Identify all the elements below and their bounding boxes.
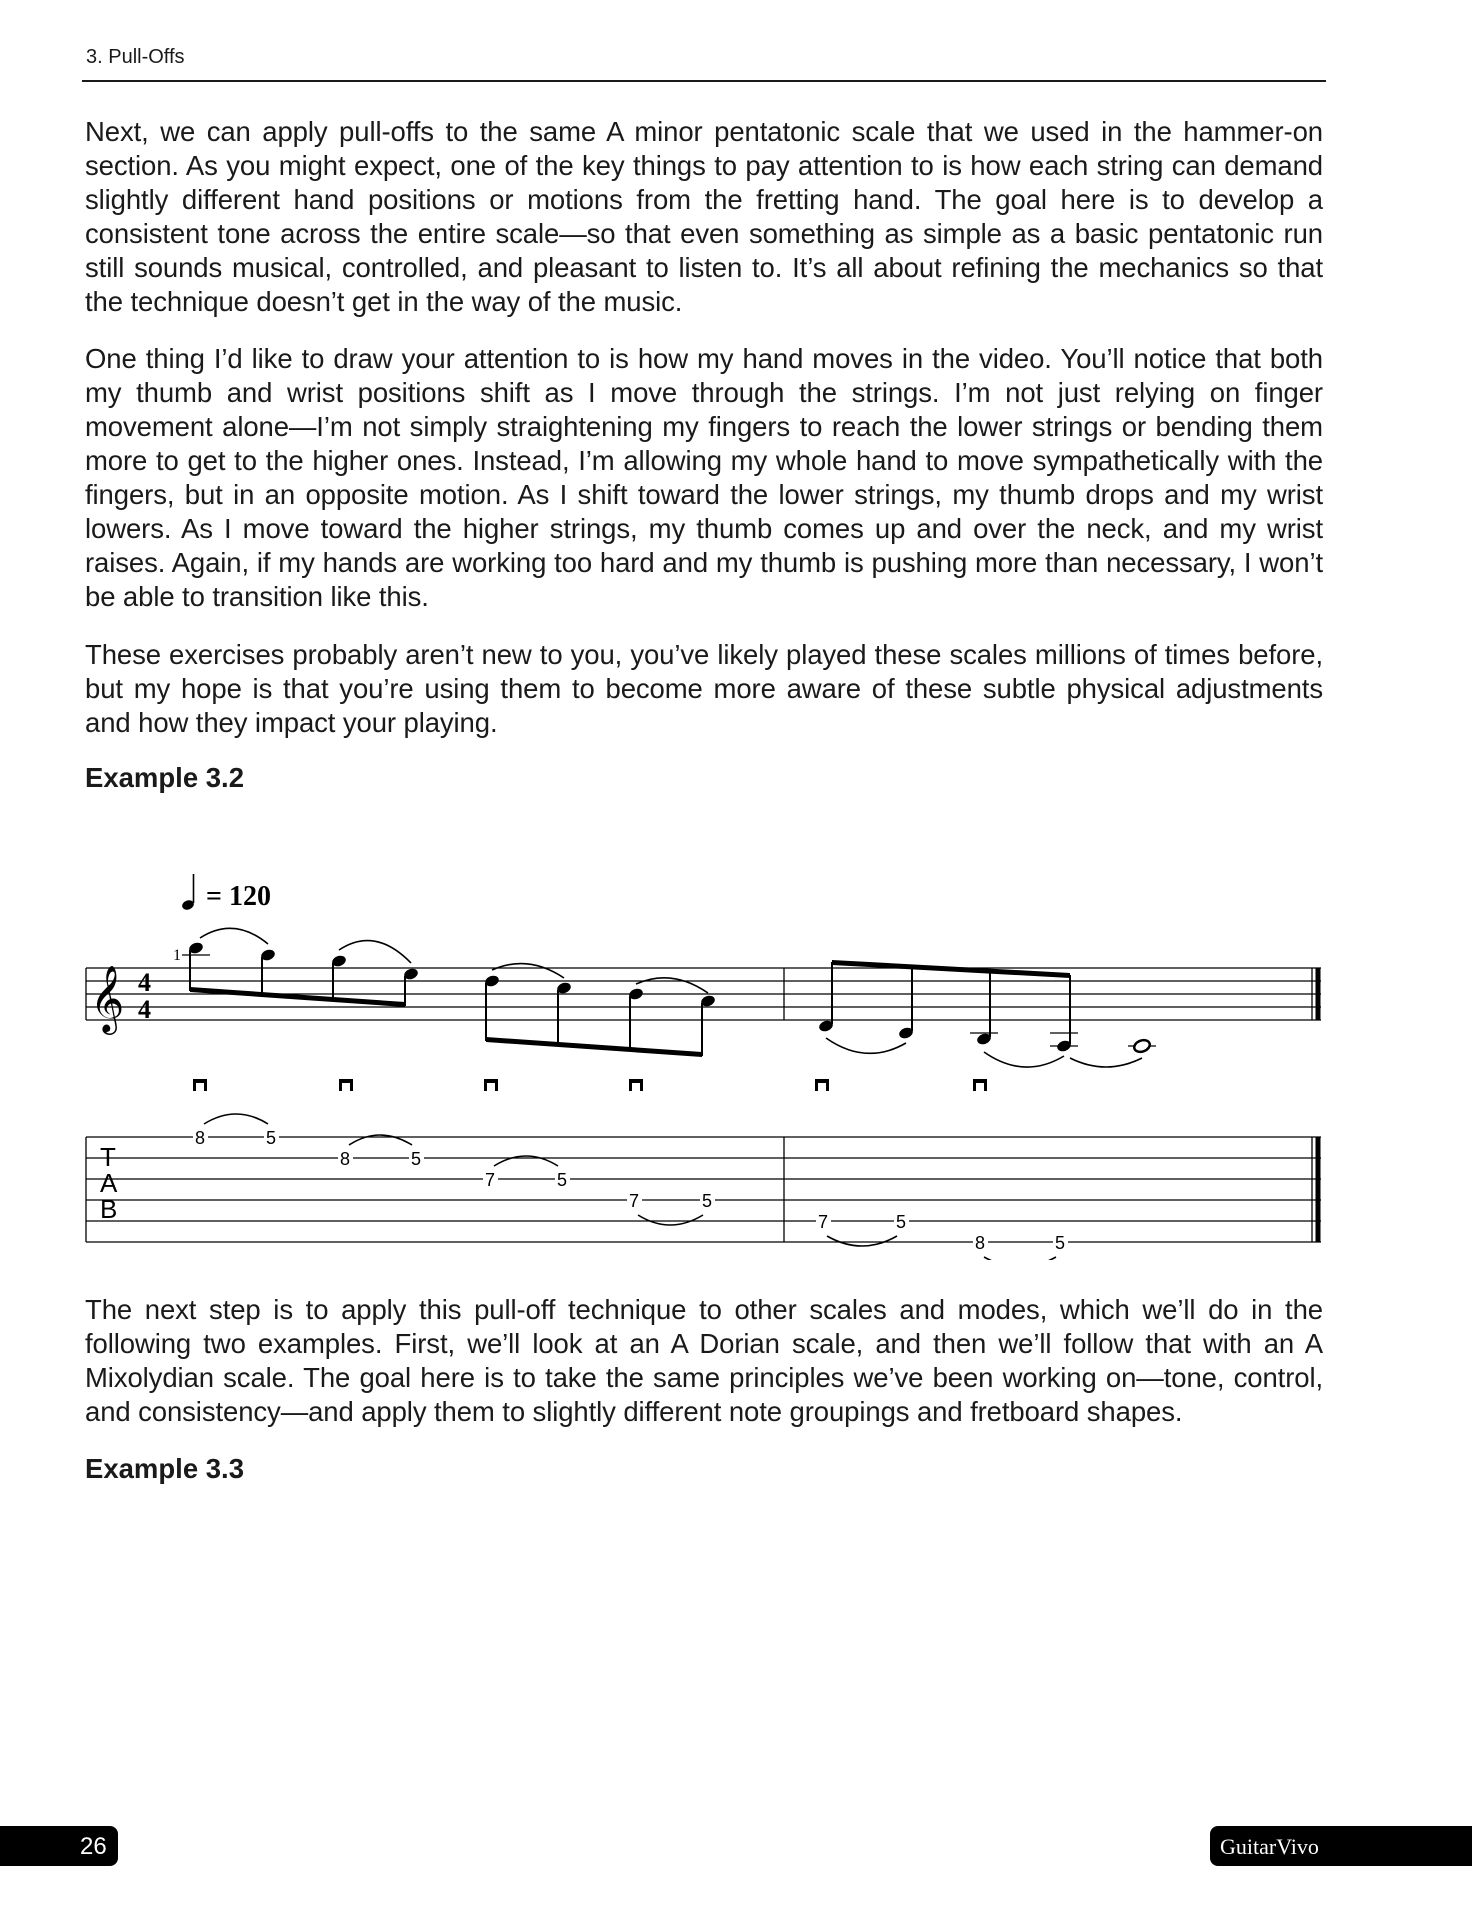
svg-text:8: 8 — [974, 1233, 986, 1253]
tab-note — [264, 1126, 279, 1148]
tempo-text: = 120 — [206, 881, 271, 912]
time-sig-top: 4 — [138, 968, 151, 997]
treble-clef-icon: 𝄞 — [90, 964, 125, 1032]
tab-note — [338, 1147, 353, 1169]
tab-note — [894, 1210, 909, 1232]
svg-text:5: 5 — [556, 1170, 568, 1190]
tab-note — [1053, 1231, 1068, 1253]
tab-note — [483, 1168, 498, 1190]
tab-note — [409, 1147, 424, 1169]
tab-note — [627, 1189, 642, 1211]
svg-text:5: 5 — [1054, 1233, 1066, 1253]
page-number-tab — [0, 1826, 118, 1866]
music-notation — [0, 860, 1472, 1260]
example-heading-3-2: Example 3.2 — [85, 762, 244, 793]
svg-text:8: 8 — [339, 1149, 351, 1169]
paragraph-4: The next step is to apply this pull-off technique to other scales and modes, which we’ll do in the following two examples. First, we’ll look at an A Dorian scale, and then we’ll follow that with an A Mixolydian scale. The goal here is to take the same principles we’ve been working on—tone, control, and consistency—and apply them to slightly different note groupings and fretboard shapes. — [85, 1294, 1323, 1427]
brand-tab — [1210, 1826, 1472, 1866]
paragraph-2: One thing I’d like to draw your attention to is how my hand moves in the video. You’ll notice that both my thumb and wrist positions shift as I move through the strings. I’m not just relying on finger movement alone—I’m not simply straightening my fingers to reach the lower strings or bending them more to get to the higher ones. Instead, I’m allowing my whole hand to move sympathetically with the fingers, but in an opposite motion. As I shift toward the lower strings, my thumb drops and my wrist lowers. As I move toward the higher strings, my thumb comes up and over the neck, and my wrist raises. Again, if my hands are working too hard and my thumb is pushing more than necessary, I won’t be able to transition like this. — [85, 343, 1323, 612]
svg-text:7: 7 — [817, 1212, 829, 1232]
svg-text:5: 5 — [410, 1149, 422, 1169]
svg-text:5: 5 — [701, 1191, 713, 1211]
pick-markers — [193, 1079, 987, 1091]
chapter-title: 3. Pull-Offs — [86, 46, 185, 68]
tempo-marking — [181, 874, 271, 912]
tab-slurs — [204, 1114, 1056, 1260]
tab-note — [555, 1168, 570, 1190]
tab-numbers — [193, 1126, 1068, 1253]
svg-text:8: 8 — [194, 1128, 206, 1148]
brand-name: GuitarVivo — [1220, 1834, 1319, 1859]
page-number: 26 — [80, 1833, 107, 1860]
time-sig-bottom: 4 — [138, 995, 151, 1024]
tab-clef-a: A — [100, 1168, 118, 1198]
tab-clef-b: B — [100, 1194, 118, 1224]
svg-text:7: 7 — [628, 1191, 640, 1211]
example-heading-3-3: Example 3.3 — [85, 1453, 244, 1484]
tab-clef — [100, 1142, 118, 1224]
svg-text:5: 5 — [895, 1212, 907, 1232]
tab-clef-t: T — [100, 1142, 116, 1172]
svg-text:5: 5 — [265, 1128, 277, 1148]
page-header — [82, 44, 1326, 82]
measure-number: 1 — [173, 947, 181, 964]
measure-1-notes — [182, 941, 716, 1057]
tab-note — [193, 1126, 208, 1148]
tab-note — [973, 1231, 988, 1253]
paragraph-1: Next, we can apply pull-offs to the same A minor pentatonic scale that we used in the hammer-on section. As you might expect, one of the key things to pay attention to is how each string can demand slightly different hand positions or motions from the fretting hand. The goal here is to develop a consistent tone across the entire scale—so that even something as simple as a basic pentatonic run still sounds musical, controlled, and pleasant to listen to. It’s all about refining the mechanics so that the technique doesn’t get in the way of the music. — [85, 116, 1323, 317]
tab-note — [700, 1189, 715, 1211]
paragraph-3: These exercises probably aren’t new to you, you’ve likely played these scales millions of times before, but my hope is that you’re using them to become more aware of these subtle physical adjustments and how they impact your playing. — [85, 639, 1323, 738]
svg-text:7: 7 — [484, 1170, 496, 1190]
tab-note — [816, 1210, 831, 1232]
